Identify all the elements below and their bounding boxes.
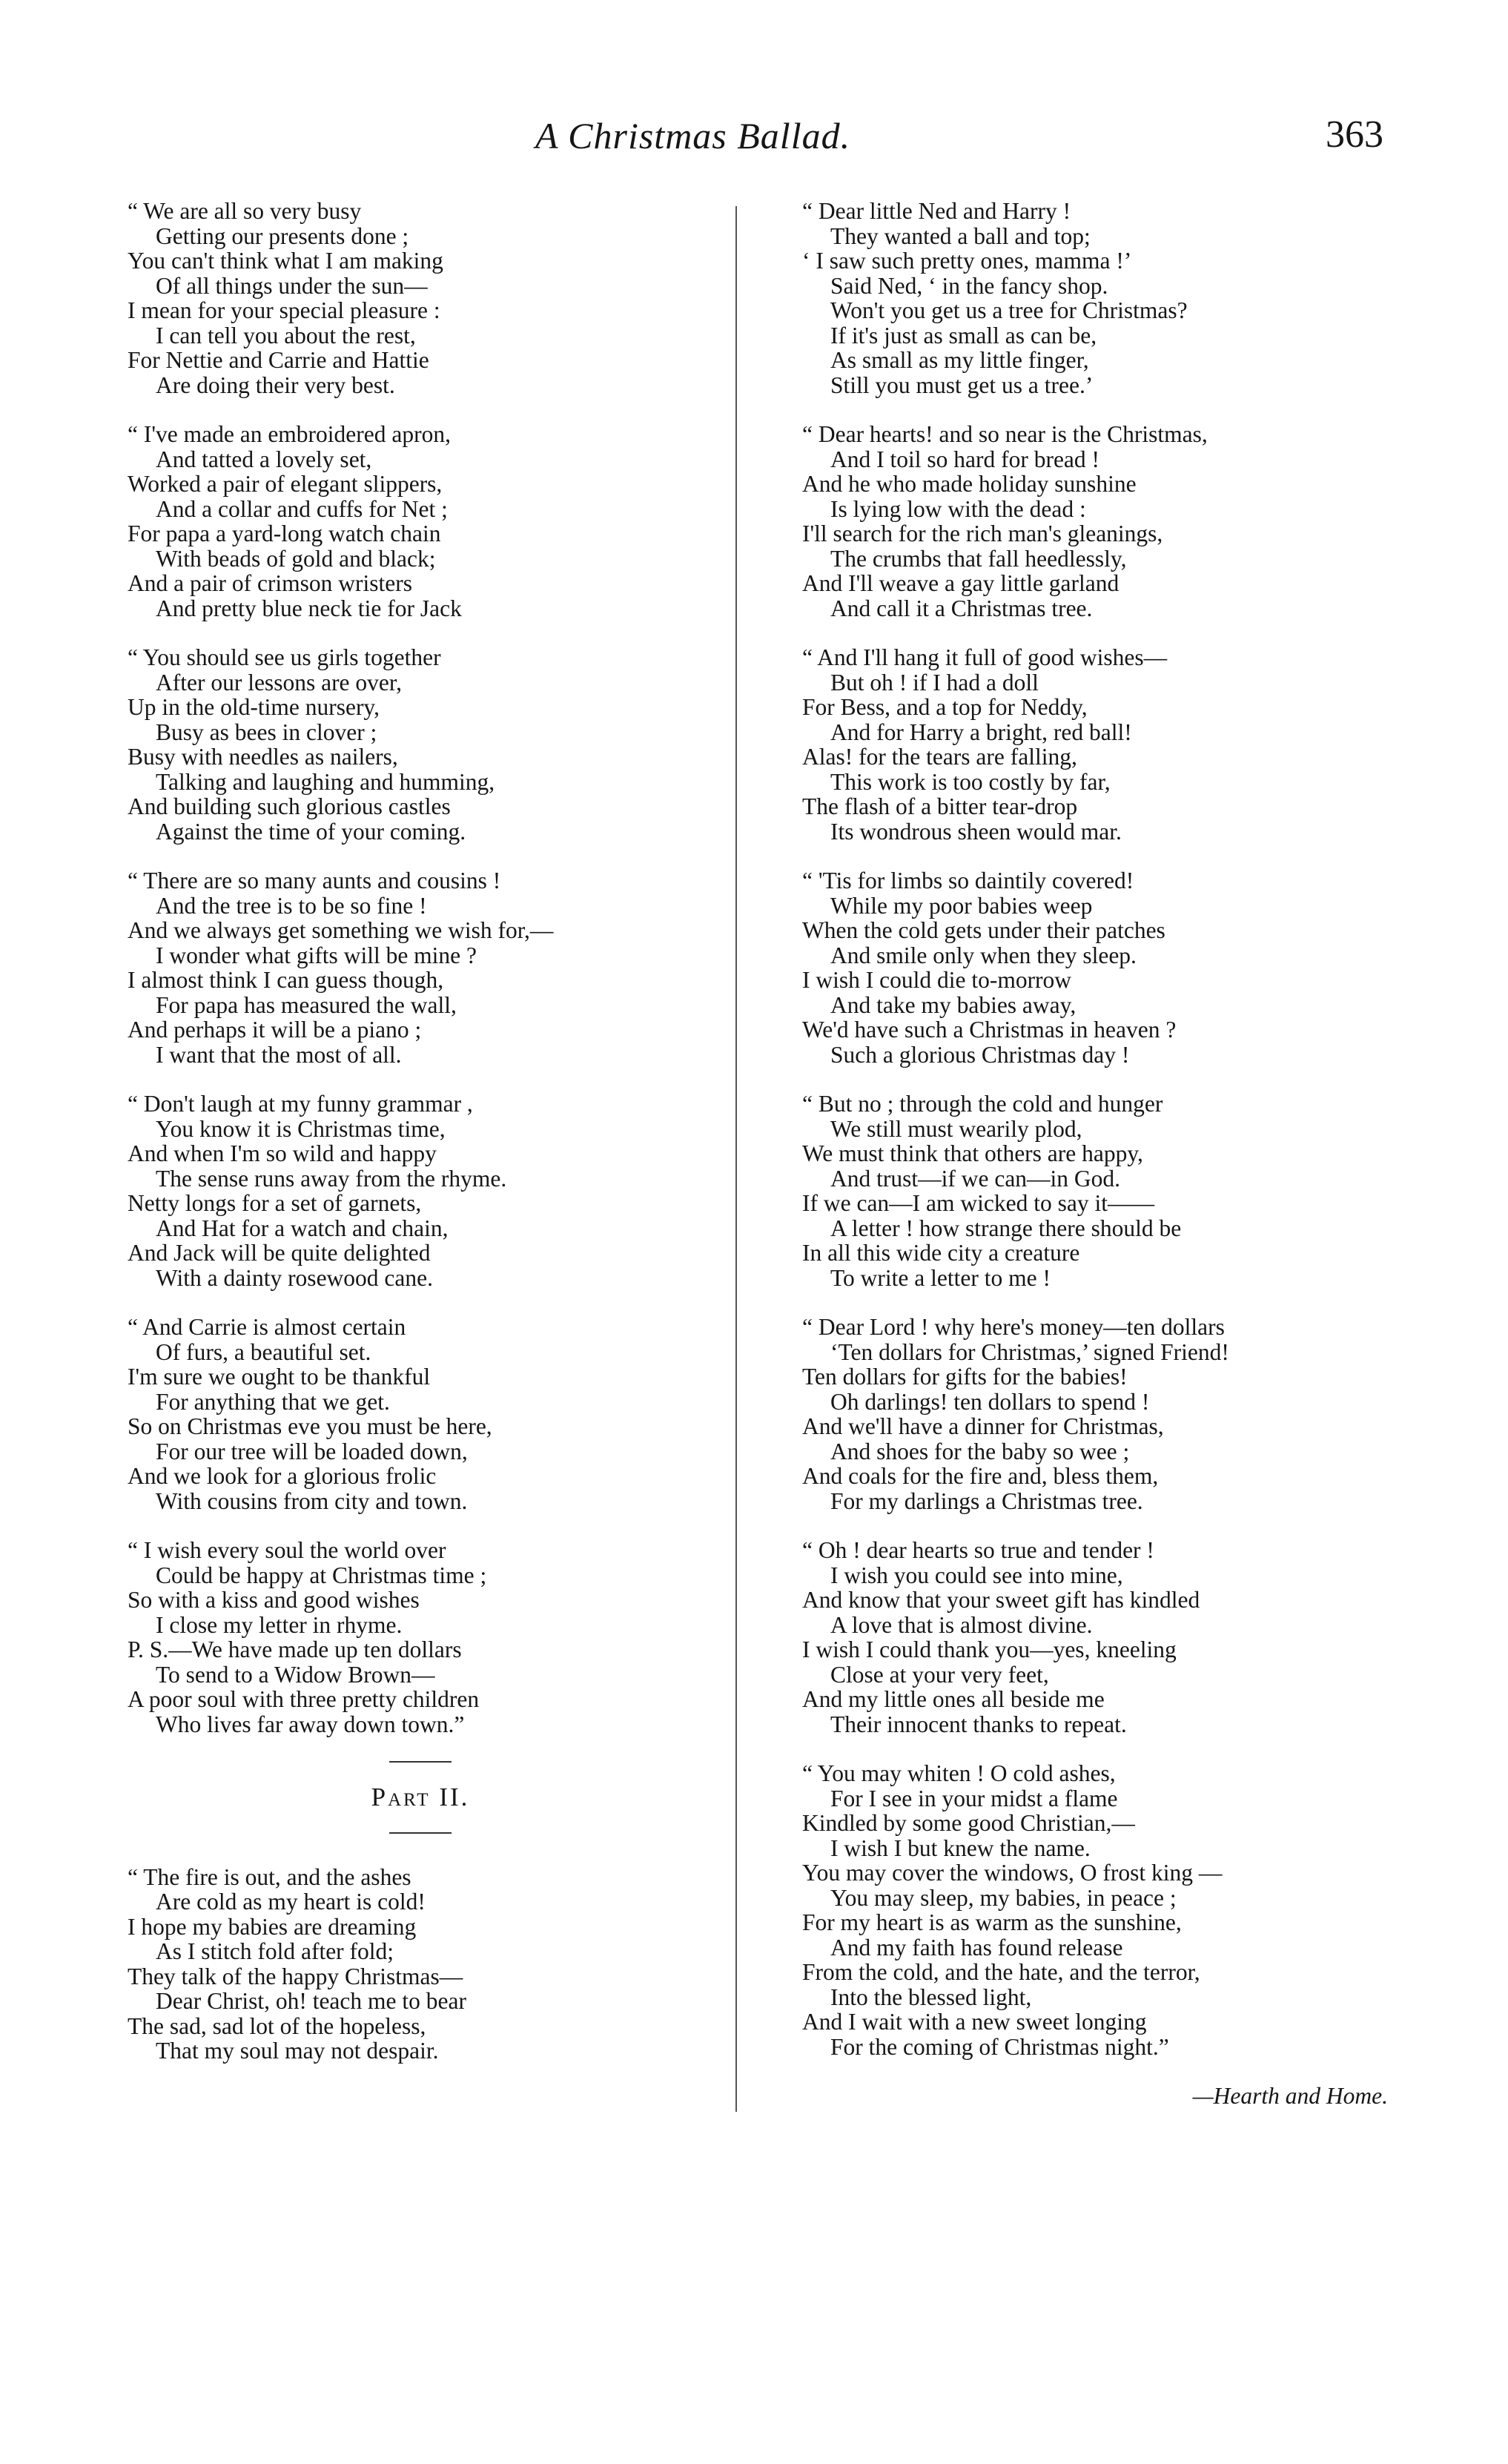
poem-line: I'll search for the rich man's gleanings, — [802, 521, 1163, 546]
poem-line: “ And Carrie is almost certain — [128, 1314, 406, 1340]
poem-line: As I stitch fold after fold; — [156, 1938, 394, 1964]
poem-line: In all this wide city a creature — [802, 1240, 1080, 1266]
poem-line: With cousins from city and town. — [156, 1487, 468, 1514]
page-header — [0, 111, 1508, 171]
poem-line: Their innocent thanks to repeat. — [830, 1711, 1127, 1737]
poem-line: Close at your very feet, — [830, 1661, 1049, 1688]
poem-line: To write a letter to me ! — [830, 1264, 1051, 1291]
poem-line: Are cold as my heart is cold! — [156, 1889, 426, 1915]
poem-line: For papa a yard-long watch chain — [128, 521, 441, 546]
poem-line: The sense runs away from the rhyme. — [156, 1165, 507, 1192]
poem-line: For anything that we get. — [156, 1388, 390, 1415]
poem-line: Kindled by some good Christian,— — [802, 1810, 1135, 1836]
right-stanzas — [802, 199, 1395, 2059]
left-stanzas — [128, 199, 713, 1737]
stanza — [802, 1761, 1395, 2059]
stanza — [128, 868, 713, 1067]
poem-line: I want that the most of all. — [156, 1041, 402, 1068]
poem-line: And we look for a glorious frolic — [128, 1463, 437, 1489]
poem-line: Who lives far away down town.” — [156, 1711, 465, 1737]
poem-line: Getting our presents done ; — [156, 222, 409, 249]
part-heading-block — [128, 1761, 713, 1834]
poem-line: And we always get something we wish for,— — [128, 917, 554, 943]
poem-line: This work is too costly by far, — [830, 768, 1111, 795]
poem-line: So with a kiss and good wishes — [128, 1587, 420, 1613]
page-number: 363 — [1326, 113, 1383, 156]
part-two-stanza — [128, 1865, 713, 2064]
poem-line: For my darlings a Christmas tree. — [830, 1487, 1143, 1514]
poem-line: With a dainty rosewood cane. — [156, 1264, 433, 1291]
poem-line: I almost think I can guess though, — [128, 967, 444, 993]
poem-line: I'm sure we ought to be thankful — [128, 1364, 431, 1390]
poem-line: To send to a Widow Brown— — [156, 1661, 435, 1688]
poem-line: Of all things under the sun— — [156, 272, 428, 299]
poem-line: Against the time of your coming. — [156, 818, 466, 845]
stanza — [128, 1315, 713, 1513]
stanza — [128, 645, 713, 844]
part-heading: Part II. — [371, 1783, 470, 1811]
stanza — [128, 422, 713, 621]
poem-line: With beads of gold and black; — [156, 545, 436, 572]
poem-line: And for Harry a bright, red ball! — [830, 719, 1132, 745]
poem-line: Busy as bees in clover ; — [156, 719, 377, 745]
poem-line: “ We are all so very busy — [128, 198, 362, 224]
poem-line: But oh ! if I had a doll — [830, 669, 1039, 696]
poem-line: And take my babies away, — [830, 991, 1077, 1018]
poem-line: The flash of a bitter tear-drop — [802, 793, 1078, 819]
poem-line: Said Ned, ‘ in the fancy shop. — [830, 272, 1108, 299]
poem-line: “ Dear hearts! and so near is the Christmas, — [802, 421, 1208, 447]
poem-line: And my faith has found release — [830, 1934, 1123, 1961]
stanza — [128, 1538, 713, 1737]
column-divider — [735, 206, 737, 2112]
poem-line: “ Oh ! dear hearts so true and tender ! — [802, 1537, 1154, 1563]
poem-line: You know it is Christmas time, — [156, 1115, 446, 1142]
poem-line: “ The fire is out, and the ashes — [128, 1863, 411, 1890]
poem-line: “ Dear little Ned and Harry ! — [802, 198, 1071, 224]
poem-line: “ But no ; through the cold and hunger — [802, 1091, 1163, 1117]
poem-line: And I'll weave a gay little garland — [802, 570, 1120, 596]
poem-line: “ Don't laugh at my funny grammar , — [128, 1091, 473, 1117]
poem-line: Ten dollars for gifts for the babies! — [802, 1364, 1128, 1390]
poem-line: While my poor babies weep — [830, 892, 1093, 919]
poem-line: You can't think what I am making — [128, 248, 443, 274]
stanza — [802, 868, 1395, 1067]
poem-line: I wish I could die to-morrow — [802, 967, 1072, 993]
stanza — [128, 1865, 713, 2064]
poem-line: We'd have such a Christmas in heaven ? — [802, 1017, 1177, 1043]
poem-line: And building such glorious castles — [128, 793, 451, 819]
poem-line: “ You should see us girls together — [128, 644, 441, 670]
poem-line: For my heart is as warm as the sunshine, — [802, 1909, 1182, 1935]
poem-line: And tatted a lovely set, — [156, 446, 372, 472]
poem-line: For papa has measured the wall, — [156, 991, 457, 1018]
stanza — [802, 1538, 1395, 1737]
poem-line: Oh darlings! ten dollars to spend ! — [830, 1388, 1150, 1415]
poem-line: And my little ones all beside me — [802, 1686, 1105, 1712]
poem-line: ‘Ten dollars for Christmas,’ signed Friend! — [830, 1338, 1229, 1365]
poem-line: They talk of the happy Christmas— — [128, 1963, 463, 1989]
poem-line: And Jack will be quite delighted — [128, 1240, 431, 1266]
poem-line: Such a glorious Christmas day ! — [830, 1041, 1130, 1068]
poem-line: Up in the old-time nursery, — [128, 694, 380, 720]
poem-line: I mean for your special pleasure : — [128, 297, 440, 323]
poem-line: And I toil so hard for bread ! — [830, 446, 1100, 472]
poem-line: “ Dear Lord ! why here's money—ten dollars — [802, 1314, 1225, 1340]
poem-line: Won't you get us a tree for Christmas? — [830, 297, 1188, 323]
poem-line: And call it a Christmas tree. — [830, 595, 1093, 621]
poem-line: “ I've made an embroidered apron, — [128, 421, 451, 447]
poem-line: That my soul may not despair. — [156, 2038, 439, 2064]
poem-line: P. S.—We have made up ten dollars — [128, 1636, 462, 1662]
stanza — [128, 199, 713, 397]
poem-line: “ There are so many aunts and cousins ! — [128, 868, 501, 894]
poem-line: Is lying low with the dead : — [830, 495, 1086, 522]
poem-line: So on Christmas eve you must be here, — [128, 1413, 492, 1439]
poem-line: Dear Christ, oh! teach me to bear — [156, 1988, 466, 2014]
poem-line: ‘ I saw such pretty ones, mamma !’ — [802, 248, 1132, 274]
poem-line: “ You may whiten ! O cold ashes, — [802, 1760, 1116, 1786]
poem-line: And the tree is to be so fine ! — [156, 892, 427, 919]
poem-line: And trust—if we can—in God. — [830, 1165, 1121, 1192]
poem-line: And we'll have a dinner for Christmas, — [802, 1413, 1164, 1439]
poem-line: Of furs, a beautiful set. — [156, 1338, 371, 1365]
poem-line: And pretty blue neck tie for Jack — [156, 595, 462, 621]
left-column — [128, 199, 713, 2088]
poem-line: The sad, sad lot of the hopeless, — [128, 2012, 426, 2039]
poem-line: For the coming of Christmas night.” — [830, 2033, 1169, 2060]
poem-line: And shoes for the baby so wee ; — [830, 1438, 1130, 1464]
stanza — [802, 1091, 1395, 1290]
poem-line: After our lessons are over, — [156, 669, 402, 696]
poem-line: And know that your sweet gift has kindled — [802, 1587, 1200, 1613]
poem-line: You may sleep, my babies, in peace ; — [830, 1884, 1177, 1911]
poem-line: Busy with needles as nailers, — [128, 744, 398, 770]
poem-line: A love that is almost divine. — [830, 1611, 1093, 1638]
poem-line: And when I'm so wild and happy — [128, 1140, 437, 1166]
poem-line: You may cover the windows, O frost king — — [802, 1860, 1223, 1886]
poem-line: I wonder what gifts will be mine ? — [156, 942, 477, 968]
poem-line: I wish I but knew the name. — [830, 1834, 1091, 1861]
poem-line: And coals for the fire and, bless them, — [802, 1463, 1159, 1489]
poem-line: For Nettie and Carrie and Hattie — [128, 347, 429, 373]
poem-line: From the cold, and the hate, and the terror, — [802, 1959, 1200, 1985]
poem-line: “ 'Tis for limbs so daintily covered! — [802, 868, 1134, 894]
poem-line: The crumbs that fall heedlessly, — [830, 545, 1127, 572]
poem-line: And a pair of crimson wristers — [128, 570, 413, 596]
part-rule-upper — [389, 1761, 452, 1763]
poem-line: And he who made holiday sunshine — [802, 471, 1137, 497]
poem-line: And a collar and cuffs for Net ; — [156, 495, 448, 522]
stanza — [802, 1315, 1395, 1513]
poem-line: If we can—I am wicked to say it—— — [802, 1190, 1154, 1216]
poem-line: Into the blessed light, — [830, 1984, 1032, 2010]
poem-line: “ And I'll hang it full of good wishes— — [802, 644, 1168, 670]
poem-line: And Hat for a watch and chain, — [156, 1215, 449, 1241]
right-column — [802, 199, 1395, 2109]
poem-line: Talking and laughing and humming, — [156, 768, 495, 795]
poem-line: We still must wearily plod, — [830, 1115, 1082, 1142]
poem-line: And I wait with a new sweet longing — [802, 2009, 1147, 2035]
poem-line: Its wondrous sheen would mar. — [830, 818, 1122, 845]
poem-line: I close my letter in rhyme. — [156, 1611, 403, 1638]
stanza — [128, 1091, 713, 1290]
running-title: A Christmas Ballad. — [535, 115, 851, 156]
poem-line: If it's just as small as can be, — [830, 322, 1097, 349]
poem-line: Still you must get us a tree.’ — [830, 371, 1094, 398]
poem-line: For I see in your midst a flame — [830, 1785, 1118, 1811]
poem-line: Netty longs for a set of garnets, — [128, 1190, 422, 1216]
stanza — [802, 422, 1395, 621]
part-rule-lower — [389, 1832, 452, 1834]
poem-line: And perhaps it will be a piano ; — [128, 1017, 422, 1043]
poem-line: Alas! for the tears are falling, — [802, 744, 1077, 770]
poem-line: For Bess, and a top for Neddy, — [802, 694, 1088, 720]
poem-line: I hope my babies are dreaming — [128, 1913, 417, 1940]
poem-line: Are doing their very best. — [156, 371, 395, 398]
poem-line: They wanted a ball and top; — [830, 222, 1091, 249]
poem-line: And smile only when they sleep. — [830, 942, 1137, 968]
poem-line: “ I wish every soul the world over — [128, 1537, 446, 1563]
poem-line: I wish you could see into mine, — [830, 1562, 1123, 1588]
poem-line: When the cold gets under their patches — [802, 917, 1165, 943]
poem-line: A letter ! how strange there should be — [830, 1215, 1182, 1241]
poem-line: I wish I could thank you—yes, kneeling — [802, 1636, 1177, 1662]
poem-line: I can tell you about the rest, — [156, 322, 416, 349]
attribution: —Hearth and Home. — [1192, 2083, 1388, 2109]
poem-line: A poor soul with three pretty children — [128, 1686, 480, 1712]
poem-line: We must think that others are happy, — [802, 1140, 1143, 1166]
poem-line: For our tree will be loaded down, — [156, 1438, 468, 1464]
poem-line: Worked a pair of elegant slippers, — [128, 471, 443, 497]
stanza — [802, 199, 1395, 397]
poem-line: Could be happy at Christmas time ; — [156, 1562, 487, 1588]
poem-line: As small as my little finger, — [830, 347, 1089, 373]
stanza — [802, 645, 1395, 844]
